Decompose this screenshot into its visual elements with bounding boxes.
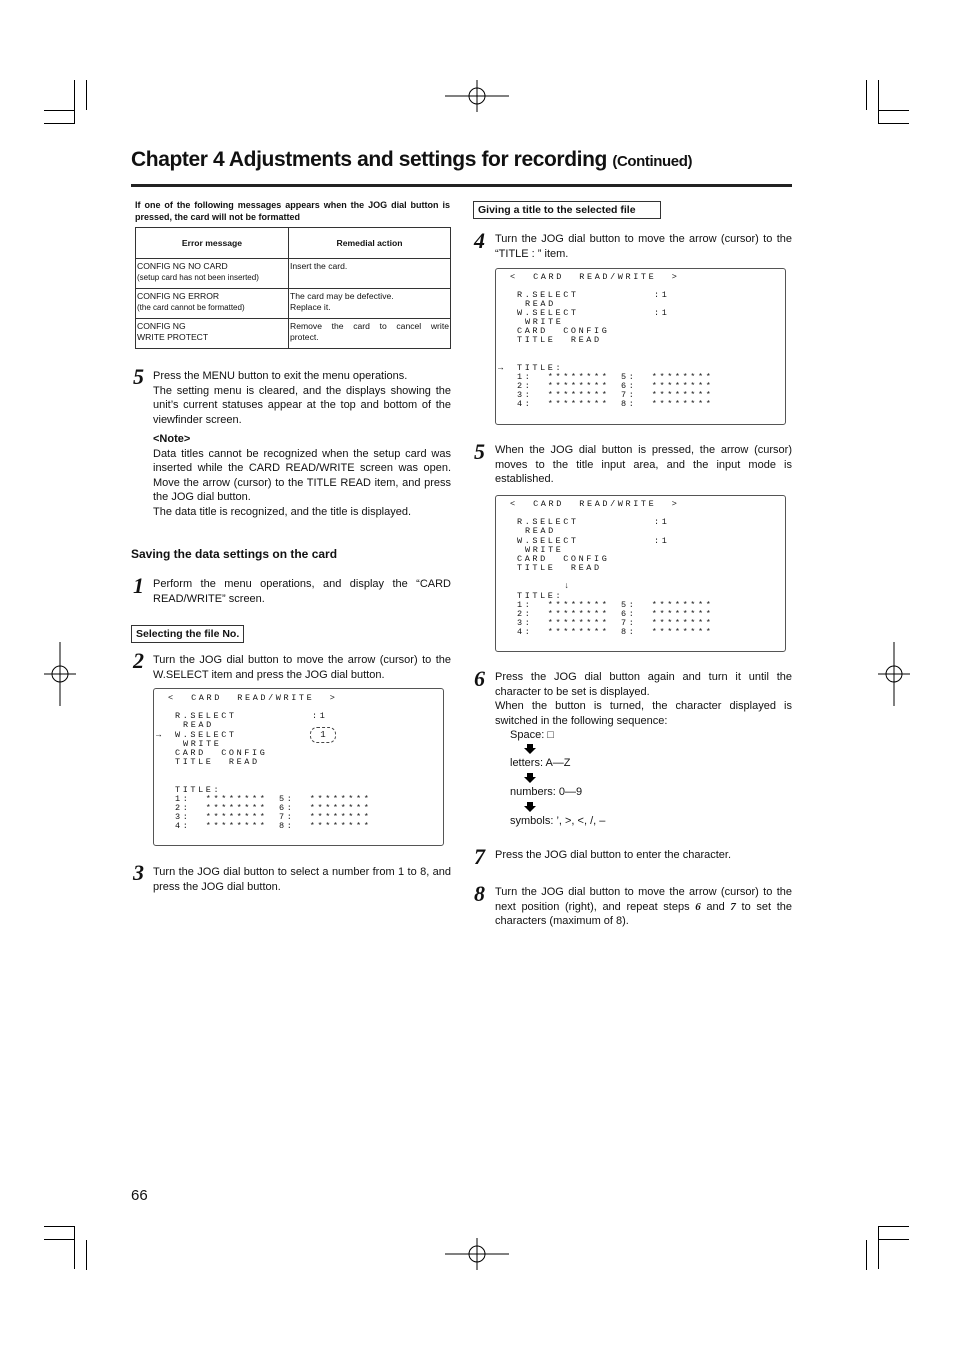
step-ref: 7 bbox=[730, 900, 736, 913]
menu-item-read: READ bbox=[183, 720, 214, 730]
title-slot: 4: ******** bbox=[175, 821, 268, 831]
step-5-right-text: When the JOG dial button is pressed, the arrow (cursor) moves to the title input area, and the input mode is established. bbox=[495, 444, 792, 485]
menu-item-rselect: R.SELECT bbox=[517, 290, 579, 300]
title-slot: 2: ******** bbox=[175, 803, 268, 813]
viewfinder-screen-wselect bbox=[153, 688, 444, 846]
error-detail: WRITE PROTECT bbox=[137, 332, 209, 342]
table-row bbox=[136, 259, 451, 289]
table-row bbox=[136, 289, 451, 319]
sequence-space: Space: □ bbox=[510, 729, 554, 741]
step-number: 6 bbox=[474, 666, 485, 691]
menu-item-title-read: TITLE READ bbox=[517, 335, 602, 345]
title-slot: 8: ******** bbox=[621, 627, 714, 637]
error-message: CONFIG NG bbox=[137, 321, 186, 331]
remedial-action-2: protect. bbox=[290, 332, 319, 342]
menu-item-rselect: R.SELECT bbox=[175, 711, 237, 721]
menu-item-title-read: TITLE READ bbox=[175, 757, 260, 767]
title-slot: 5: ******** bbox=[279, 794, 372, 804]
title-slot: 3: ******** bbox=[517, 390, 610, 400]
rselect-value: :1 bbox=[654, 517, 670, 527]
rselect-value: :1 bbox=[654, 290, 670, 300]
error-detail: (the card cannot be formatted) bbox=[137, 303, 245, 312]
title-label: TITLE: bbox=[517, 591, 564, 601]
menu-item-write: WRITE bbox=[183, 739, 222, 749]
step-number: 2 bbox=[133, 648, 144, 673]
title-slot: 8: ******** bbox=[621, 399, 714, 409]
menu-item-wselect: W.SELECT bbox=[175, 730, 237, 740]
registration-mark-right bbox=[878, 642, 910, 706]
screen-title: < CARD READ/WRITE > bbox=[510, 272, 680, 282]
table-row bbox=[136, 319, 451, 349]
error-table bbox=[135, 227, 451, 349]
rselect-value: :1 bbox=[312, 711, 328, 721]
error-intro: If one of the following messages appears when the JOG dial button is pressed, the card will not be formatted bbox=[135, 200, 450, 222]
step-number: 8 bbox=[474, 881, 485, 906]
menu-item-title-read: TITLE READ bbox=[517, 563, 602, 573]
continued-label: (Continued) bbox=[612, 153, 693, 170]
step-8-part: to set the characters (maximum of 8). bbox=[495, 900, 792, 927]
table-cell bbox=[289, 259, 451, 289]
table-header-row bbox=[136, 228, 451, 259]
menu-item-write: WRITE bbox=[525, 317, 564, 327]
title-slot: 6: ******** bbox=[279, 803, 372, 813]
error-message: CONFIG NG NO CARD bbox=[137, 261, 228, 271]
cursor-arrow: → bbox=[498, 363, 506, 373]
table-cell bbox=[136, 259, 289, 289]
giving-title-label: Giving a title to the selected file bbox=[473, 201, 661, 219]
note-text-2: The data title is recognized, and the title is displayed. bbox=[153, 505, 412, 518]
registration-mark-top bbox=[445, 80, 509, 112]
menu-item-wselect: W.SELECT bbox=[517, 308, 579, 318]
table-header: Error message bbox=[136, 228, 289, 259]
page-number: 66 bbox=[131, 1187, 148, 1204]
title-slot: 7: ******** bbox=[621, 618, 714, 628]
screen-title: < CARD READ/WRITE > bbox=[510, 499, 680, 509]
down-arrow-icon bbox=[524, 744, 536, 754]
step-5-body: The setting menu is cleared, and the displays showing the unit’s current statuses appear at the top and bottom of the viewfinder screen. bbox=[153, 384, 451, 426]
title-slot: 8: ******** bbox=[279, 821, 372, 831]
step-8-part: and bbox=[700, 900, 731, 913]
error-detail: (setup card has not been inserted) bbox=[137, 273, 259, 282]
title-slot: 4: ******** bbox=[517, 627, 610, 637]
title-slot: 2: ******** bbox=[517, 381, 610, 391]
title-slot: 5: ******** bbox=[621, 600, 714, 610]
step-6-line2: When the button is turned, the character displayed is switched in the following sequence: bbox=[495, 700, 792, 727]
step-number: 1 bbox=[133, 573, 144, 598]
wselect-value: :1 bbox=[654, 536, 670, 546]
step-5-line1: Press the MENU button to exit the menu operations. bbox=[153, 370, 408, 382]
title-rule bbox=[131, 184, 792, 187]
title-slot: 3: ******** bbox=[175, 812, 268, 822]
title-slot: 6: ******** bbox=[621, 381, 714, 391]
title-slot: 1: ******** bbox=[517, 372, 610, 382]
sequence-letters: letters: A—Z bbox=[510, 757, 571, 769]
blinking-value: 1 bbox=[310, 727, 336, 743]
remedial-action: Insert the card. bbox=[290, 261, 348, 271]
title-label: TITLE: bbox=[517, 363, 564, 373]
down-arrow-icon bbox=[524, 802, 536, 812]
note-text: Data titles cannot be recognized when the setup card was inserted while the CARD READ/WRITE screen was open. Move the arrow (cursor) to the TITLE READ item, and press the JOG dial button. bbox=[153, 447, 451, 503]
title-slot: 7: ******** bbox=[279, 812, 372, 822]
sequence-symbols: symbols: ’, >, <, /, – bbox=[510, 815, 606, 827]
chapter-title bbox=[131, 148, 793, 172]
step-3-text: Turn the JOG dial button to select a number from 1 to 8, and press the JOG dial button. bbox=[153, 866, 451, 893]
screen-title: < CARD READ/WRITE > bbox=[168, 693, 338, 703]
step-ref: 6 bbox=[695, 900, 701, 913]
step-1-text: Perform the menu operations, and display the “CARD READ/WRITE” screen. bbox=[153, 578, 451, 605]
step-4-text: Turn the JOG dial button to move the arrow (cursor) to the “TITLE : ” item. bbox=[495, 233, 792, 260]
down-arrow-icon bbox=[524, 773, 536, 783]
step-number: 7 bbox=[474, 844, 485, 869]
step-8-text bbox=[495, 885, 792, 929]
registration-mark-bottom bbox=[445, 1238, 509, 1270]
title-label: TITLE: bbox=[175, 785, 222, 795]
title-slot: 1: ******** bbox=[175, 794, 268, 804]
table-cell bbox=[289, 289, 451, 319]
wselect-value: :1 bbox=[654, 308, 670, 318]
step-number: 5 bbox=[474, 439, 485, 464]
note-label: <Note> bbox=[153, 433, 191, 445]
viewfinder-screen-input bbox=[495, 495, 786, 652]
step-6-text bbox=[495, 670, 792, 728]
remedial-action: Remove the card to cancel write bbox=[290, 321, 449, 331]
registration-mark-left bbox=[44, 642, 76, 706]
viewfinder-screen-title bbox=[495, 268, 786, 425]
sequence-numbers: numbers: 0—9 bbox=[510, 786, 583, 798]
step-6-line1: Press the JOG dial button again and turn it until the character to be set is displayed. bbox=[495, 671, 792, 698]
title-slot: 7: ******** bbox=[621, 390, 714, 400]
title-slot: 2: ******** bbox=[517, 609, 610, 619]
selecting-file-label: Selecting the file No. bbox=[131, 625, 244, 643]
title-slot: 3: ******** bbox=[517, 618, 610, 628]
step-2-text: Turn the JOG dial button to move the arrow (cursor) to the W.SELECT item and press the JOG dial button. bbox=[153, 654, 451, 681]
menu-item-card-config: CARD CONFIG bbox=[517, 326, 610, 336]
menu-item-card-config: CARD CONFIG bbox=[175, 748, 268, 758]
cursor-arrow: → bbox=[156, 730, 164, 740]
step-5-text bbox=[153, 369, 451, 519]
step-number: 4 bbox=[474, 228, 485, 253]
title-slot: 4: ******** bbox=[517, 399, 610, 409]
table-cell bbox=[136, 289, 289, 319]
menu-item-read: READ bbox=[525, 299, 556, 309]
table-cell bbox=[136, 319, 289, 349]
down-cursor-arrow: ↓ bbox=[564, 581, 572, 591]
table-cell bbox=[289, 319, 451, 349]
title-slot: 1: ******** bbox=[517, 600, 610, 610]
chapter-title-text: Chapter 4 Adjustments and settings for recording bbox=[131, 148, 607, 171]
step-7-text: Press the JOG dial button to enter the character. bbox=[495, 849, 732, 861]
menu-item-read: READ bbox=[525, 526, 556, 536]
step-8-part: Turn the JOG dial button to move the arrow (cursor) to the next position (right), and repeat steps bbox=[495, 886, 792, 913]
step-number: 5 bbox=[133, 364, 144, 389]
step-number: 3 bbox=[133, 860, 144, 885]
menu-item-write: WRITE bbox=[525, 545, 564, 555]
title-slot: 5: ******** bbox=[621, 372, 714, 382]
remedial-action-2: Replace it. bbox=[290, 302, 331, 312]
menu-item-card-config: CARD CONFIG bbox=[517, 554, 610, 564]
menu-item-rselect: R.SELECT bbox=[517, 517, 579, 527]
title-slot: 6: ******** bbox=[621, 609, 714, 619]
remedial-action: The card may be defective. bbox=[290, 291, 394, 301]
table-header: Remedial action bbox=[289, 228, 451, 259]
section-heading: Saving the data settings on the card bbox=[131, 547, 338, 561]
error-message: CONFIG NG ERROR bbox=[137, 291, 220, 301]
menu-item-wselect: W.SELECT bbox=[517, 536, 579, 546]
